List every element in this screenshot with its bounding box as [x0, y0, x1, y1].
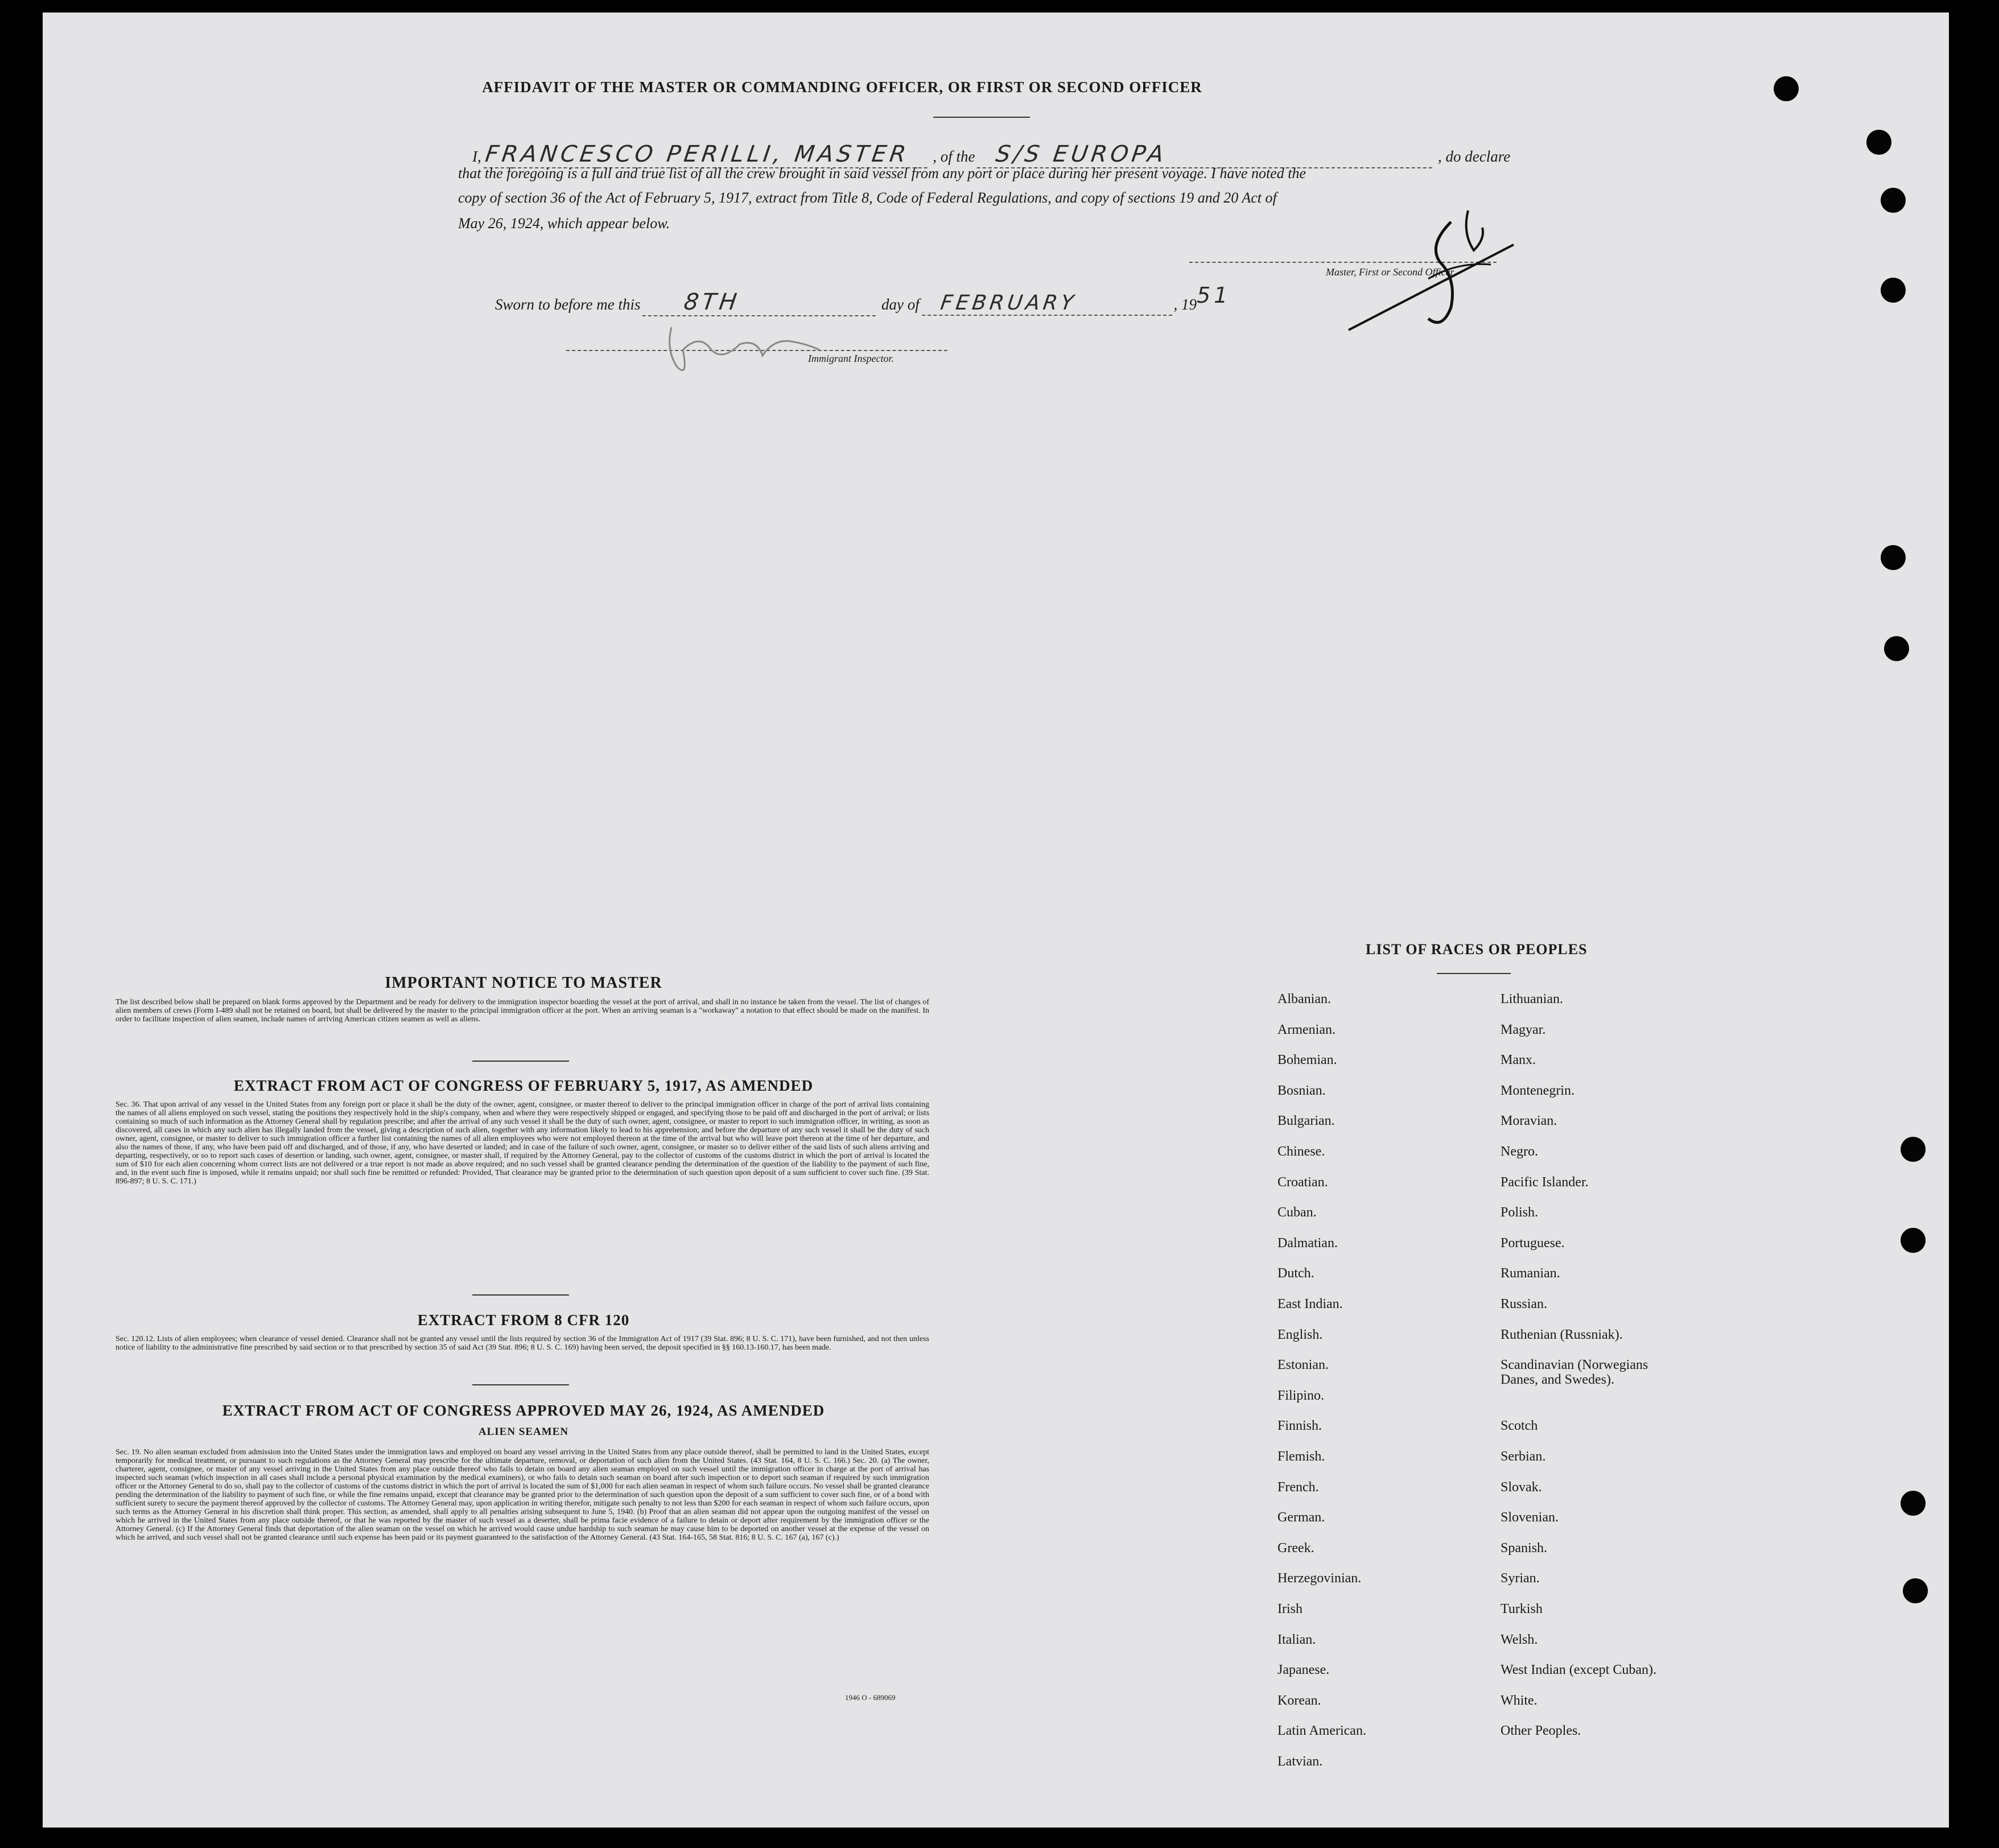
race-item-right-18: Spanish.	[1501, 1540, 1548, 1556]
master-caption: Master, First or Second Officer.	[1326, 266, 1456, 278]
punch-hole-10	[1903, 1578, 1928, 1603]
extract1917-divider	[472, 1294, 569, 1296]
punch-hole-9	[1901, 1491, 1926, 1516]
race-item-right-9: Rumanian.	[1501, 1266, 1560, 1281]
punch-hole-6	[1884, 636, 1909, 661]
race-item-left-13: Filipino.	[1277, 1388, 1325, 1403]
race-item-left-5: Chinese.	[1277, 1144, 1325, 1159]
race-item-left-1: Armenian.	[1277, 1022, 1336, 1037]
race-item-left-24: Latin American.	[1277, 1723, 1366, 1739]
master-signature	[1343, 193, 1525, 336]
print-code: 1946 O - 689069	[845, 1693, 896, 1702]
affidavit-line2: that the foregoing is a full and true list of all the crew brought in said vessel from any port or place during her present voyage. I have noted the	[458, 165, 1306, 182]
race-item-right-24: Other Peoples.	[1501, 1723, 1581, 1739]
race-item-right-12: Scandinavian (Norwegians Danes, and Swedes).	[1501, 1358, 1648, 1388]
race-item-left-23: Korean.	[1277, 1693, 1321, 1708]
race-item-right-2: Manx.	[1501, 1053, 1536, 1068]
affidavit-line1	[472, 141, 1510, 168]
race-item-left-17: German.	[1277, 1510, 1325, 1525]
race-item-right-7: Polish.	[1501, 1205, 1539, 1220]
race-item-left-0: Albanian.	[1277, 992, 1331, 1006]
race-item-right-14: Scotch	[1501, 1418, 1538, 1434]
notice-title: IMPORTANT NOTICE TO MASTER	[385, 974, 662, 992]
affidavit-line3: copy of section 36 of the Act of February 5, 1917, extract from Title 8, Code of Federal Regulations, and copy of sections 19 and 20 Act of	[458, 189, 1277, 206]
race-item-right-19: Syrian.	[1501, 1571, 1540, 1586]
year-handwritten: 51	[1197, 283, 1231, 308]
extract1917-title: EXTRACT FROM ACT OF CONGRESS OF FEBRUARY 5, 1917, AS AMENDED	[233, 1077, 814, 1094]
race-item-left-3: Bosnian.	[1277, 1083, 1326, 1098]
race-item-right-21: Welsh.	[1501, 1632, 1538, 1647]
race-item-left-19: Herzegovinian.	[1277, 1571, 1362, 1586]
extractcfr-divider	[472, 1384, 569, 1385]
race-item-right-5: Negro.	[1501, 1144, 1538, 1159]
race-item-right-15: Serbian.	[1501, 1449, 1546, 1464]
race-item-left-11: English.	[1277, 1327, 1323, 1342]
race-item-right-23: White.	[1501, 1693, 1538, 1708]
race-item-right-22: West Indian (except Cuban).	[1501, 1663, 1656, 1678]
affidavit-title: AFFIDAVIT OF THE MASTER OR COMMANDING OFFICER, OR FIRST OR SECOND OFFICER	[482, 79, 1202, 96]
race-item-left-16: French.	[1277, 1479, 1319, 1495]
race-item-left-4: Bulgarian.	[1277, 1113, 1335, 1129]
race-item-right-6: Pacific Islander.	[1501, 1174, 1589, 1190]
do-declare-label: , do declare	[1438, 148, 1511, 165]
extract1917-text: Sec. 36. That upon arrival of any vessel in the United States from any foreign port or place it shall be the duty of the owner, agent, consignee, or master thereof to deliver to the principal immigration officer in charge of the port of arrival lists containing the names of all aliens employed on such vessel, stating the positions they respectively hold in the ship's company, when and where they were respectively shipped or engaged, and specifying those to be paid off and discharged in the port of arrival; or lists containing so much of such information as the Attorney General shall by regulation prescribe; and after the arrival of any such vessel it shall be the duty of such owner, agent, consignee, or master to report to such immigration officer, in writing, as soon as discovered, all cases in which any such alien has illegally landed from the vessel, giving a description of such alien, together with any information likely to lead to his apprehension; and before the departure of any such vessel it shall be the duty of such owner, agent, consignee, or master to deliver to such immigration officer a further list containing the names of all alien employees who were not employed thereon at the time of the arrival but who will leave port thereon at the time of her departure, and also the names of those, if any, who have been paid off and discharged, and of those, if any, who have deserted or landed; and in case of the failure of such owner, agent, consignee, or master so to deliver either of the said lists of such aliens arriving and departing, respectively, or so to report such cases of desertion or landing, such owner, agent, consignee, or master shall, if required by the Attorney General, pay to the collector of customs of the customs district in which the port of arrival is located the sum of $10 for each alien concerning whom correct lists are not delivered or a true report is not made as above required; and no such vessel shall be granted clearance pending the determination of the question of the liability to the payment of such fine, and, in the event such fine is imposed, while it remains unpaid; nor shall such fine be remitted or refunded: Provided, That clearance may be granted prior to the determination of such question upon deposit of a sum sufficient to cover such fine. (39 Stat. 896-897; 8 U. S. C. 171.)	[116, 1100, 929, 1186]
race-item-right-0: Lithuanian.	[1501, 992, 1563, 1006]
sworn-prefix: Sworn to before me this	[495, 296, 641, 313]
sworn-line	[495, 283, 1231, 316]
punch-hole-4	[1881, 278, 1906, 303]
race-item-right-16: Slovak.	[1501, 1479, 1542, 1495]
extract1924-title: EXTRACT FROM ACT OF CONGRESS APPROVED MAY 26, 1924, AS AMENDED	[222, 1402, 825, 1419]
extractcfr-text: Sec. 120.12. Lists of alien employees; when clearance of vessel denied. Clearance shall not be granted any vessel until the lists required by section 36 of the Immigration Act of 1917 (39 Stat. 896; 8 U. S. C. 171), have been furnished, and not then unless notice of liability to the administrative fine prescribed by said section or to that prescribed by section 35 of said Act (39 Stat. 896; 8 U. S. C. 169) having been served, the deposit specified in §§ 160.13-160.17, has been made.	[116, 1335, 929, 1352]
race-item-left-6: Croatian.	[1277, 1174, 1328, 1190]
races-title: LIST OF RACES OR PEOPLES	[1366, 941, 1588, 958]
line1-prefix: I,	[472, 148, 481, 165]
day-of-label: day of	[881, 296, 920, 313]
extract1924-text: Sec. 19. No alien seaman excluded from admission into the United States under the immigration laws and employed on board any vessel arriving in the United States from any place outside thereof, shall be permitted to land in the United States, except temporarily for medical treatment, or pursuant to such regulations as the Attorney General may prescribe for the ultimate departure, removal, or deportation of such alien from the United States. (43 Stat. 164, 8 U. S. C. 166.) Sec. 20. (a) The owner, charterer, agent, consignee, or master of any vessel arriving in the United States from any place outside thereof who fails to detain on board any alien seaman employed on such vessel until the immigration officer in charge at the port of arrival has inspected such seaman (which inspection in all cases shall include a personal physical examination by the medical examiners), or who fails to detain such seaman on board after such inspection or to deport such seaman if required by such immigration officer or the Attorney General to do so, shall pay to the collector of customs of the customs district in which the port of arrival is located the sum of $1,000 for each alien seaman in respect of whom such failure occurs. No vessel shall be granted clearance pending the determination of the liability to payment of such fine, or while the fine remains unpaid, except that clearance may be granted prior to the determination of such question upon the deposit of a sum sufficient to cover such fine, or of a bond with sufficient surety to secure the payment thereof approved by the collector of customs. The Attorney General may, upon application in writing therefor, mitigate such penalty to not less than $200 for each seaman in respect of whom such failure occurs, upon such terms as the Attorney General in his discretion shall think proper. This section, as amended, shall apply to all penalties arising subsequent to June 5, 1940. (b) Proof that an alien seaman did not appear upon the outgoing manifest of the vessel on which he arrived in the United States from any place outside thereof, or that he was reported by the master of such vessel as a deserter, shall be prima facie evidence of a failure to detain or deport after requirement by the immigration officer or the Attorney General. (c) If the Attorney General finds that deportation of the alien seaman on the vessel on which he arrived would cause undue hardship to such seaman he may cause him to be deported on another vessel at the expense of the vessel on which he arrived, and such vessel shall not be granted clearance until such expense has been paid or its payment guaranteed to the satisfaction of the Attorney General. (43 Stat. 164-165, 58 Stat. 816; 8 U. S. C. 167 (a), 167 (c).)	[116, 1448, 929, 1542]
race-item-right-1: Magyar.	[1501, 1022, 1546, 1037]
punch-hole-5	[1881, 545, 1906, 570]
punch-hole-8	[1901, 1228, 1926, 1253]
notice-text: The list described below shall be prepared on blank forms approved by the Department and be ready for delivery to the immigration inspector boarding the vessel at the port of arrival, and shall in no instance be taken from the vessel. The list of changes of alien members of crews (Form I-489 shall not be retained on board, but shall be delivered by the master to the principal immigration officer at the port. When an arriving seaman is a "workaway" a notation to that effect should be made on the manifest. In order to facilitate inspection of alien seamen, include names of arriving American citizen seamen as well as aliens.	[116, 998, 929, 1024]
race-item-left-8: Dalmatian.	[1277, 1235, 1338, 1251]
race-item-left-7: Cuban.	[1277, 1205, 1317, 1220]
title-divider	[933, 117, 1030, 118]
vessel-name-handwritten: S/S EUROPA	[977, 141, 1436, 168]
race-item-right-4: Moravian.	[1501, 1113, 1557, 1129]
races-divider	[1437, 973, 1511, 974]
punch-hole-2	[1866, 130, 1891, 155]
race-item-left-25: Latvian.	[1277, 1754, 1323, 1769]
race-item-left-14: Finnish.	[1277, 1418, 1322, 1434]
month-handwritten: FEBRUARY	[921, 291, 1175, 316]
of-the-label: , of the	[933, 148, 975, 165]
race-item-left-18: Greek.	[1277, 1540, 1314, 1556]
affidavit-line4: May 26, 1924, which appear below.	[458, 215, 670, 232]
master-name-handwritten: FRANCESCO PERILLI, MASTER	[483, 141, 931, 168]
punch-hole-1	[1774, 76, 1799, 101]
race-item-left-21: Italian.	[1277, 1632, 1316, 1647]
race-item-left-12: Estonian.	[1277, 1358, 1329, 1373]
inspector-caption: Immigrant Inspector.	[808, 353, 894, 364]
extract1924-subtitle: ALIEN SEAMEN	[478, 1426, 569, 1438]
year-prefix: , 19	[1173, 296, 1197, 313]
race-item-left-22: Japanese.	[1277, 1663, 1330, 1678]
extractcfr-title: EXTRACT FROM 8 CFR 120	[417, 1311, 630, 1329]
inspector-signature	[660, 316, 842, 384]
race-item-right-3: Montenegrin.	[1501, 1083, 1575, 1098]
race-item-right-10: Russian.	[1501, 1297, 1548, 1311]
notice-divider	[472, 1061, 569, 1062]
race-item-left-10: East Indian.	[1277, 1297, 1343, 1311]
race-item-right-11: Ruthenian (Russniak).	[1501, 1327, 1623, 1342]
day-handwritten: 8TH	[642, 289, 880, 316]
race-item-left-2: Bohemian.	[1277, 1053, 1337, 1068]
document-page	[43, 13, 1949, 1828]
race-item-right-17: Slovenian.	[1501, 1510, 1559, 1525]
race-item-left-15: Flemish.	[1277, 1449, 1325, 1464]
race-item-right-8: Portuguese.	[1501, 1235, 1565, 1251]
race-item-left-9: Dutch.	[1277, 1266, 1314, 1281]
punch-hole-7	[1901, 1137, 1926, 1162]
race-item-right-20: Turkish	[1501, 1602, 1543, 1616]
race-item-left-20: Irish	[1277, 1602, 1303, 1616]
punch-hole-3	[1881, 188, 1906, 213]
